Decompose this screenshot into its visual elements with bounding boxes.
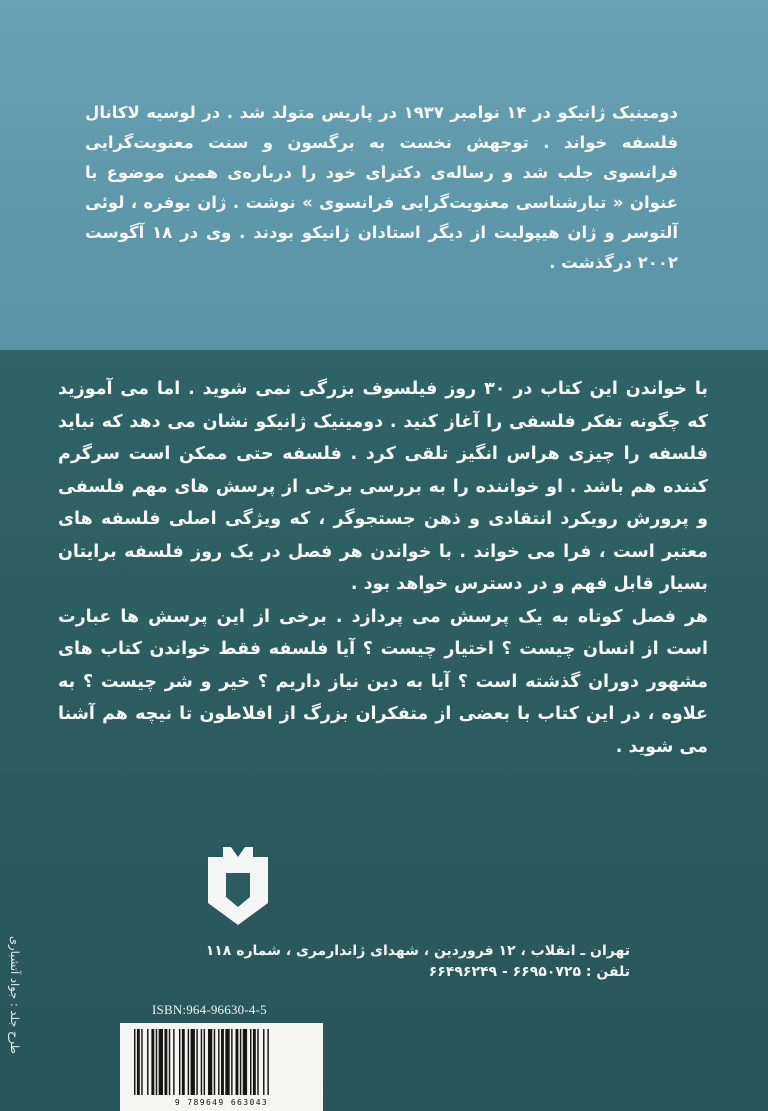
publisher-logo-icon <box>204 845 272 927</box>
barcode-bar <box>169 1029 170 1095</box>
barcode-bar <box>191 1029 195 1095</box>
barcode-bar <box>250 1029 251 1095</box>
barcode-bar <box>141 1029 142 1095</box>
author-biography <box>85 98 678 278</box>
biography-paragraph: دومینیک ژانیکو در ۱۴ نوامبر ۱۹۳۷ در پاریس متولد شد . در لوسیه لاکانال فلسفه خواند . توجهش نخست به برگسون و سنت معنویت‌گرایی فرانسوی جلب شد و رساله‌ی دکترای خود را درباره‌ی همین موضوع با عنوان « تبارشناسی معنویت‌گرایی فرانسوی » نوشت . ژان بوفره ، لوئی آلتوسر و ژان هیپولیت از دیگر استادان ژانیکو بودند . وی در ۱۸ آگوست ۲۰۰۲ درگذشت . <box>85 103 679 272</box>
barcode-bar <box>231 1029 232 1095</box>
barcode-bar <box>164 1029 167 1095</box>
description-paragraph-1: با خواندن این کتاب در ۳۰ روز فیلسوف بزرگی نمی شوید . اما می آموزید که چگونه تفکر فلسفی را آغاز کنید . دومینیک ژانیکو نشان می دهد که نباید فلسفه را چیزی هراس انگیز تلقی کرد . فلسفه حتی ممکن است سرگرم کننده هم باشد . او خواننده را به بررسی برخی از پرسش های مهم فلسفی و پرورش رویکرد انتقادی و ذهن جستجوگر ، که ویژگی اصلی فلسفه های معتبر است ، فرا می خواند . با خواندن هر فصل در یک روز فلسفه برایتان بسیار قابل فهم و در دسترس خواهد بود . <box>58 379 708 594</box>
barcode-bar <box>151 1029 154 1095</box>
publisher-info <box>206 941 630 983</box>
barcode-bar <box>188 1029 189 1095</box>
barcode-bar <box>137 1029 140 1095</box>
description-paragraph-2: هر فصل کوتاه به یک پرسش می پردازد . برخی از این پرسش ها عبارت است از انسان چیست ؟ اختیار چیست ؟ آیا فلسفه فقط خواندن کتاب های مشهور دوران گذشته است ؟ آیا به دین نیاز داریم ؟ خیر و شر چیست ؟ به علاوه ، در این کتاب با بعضی از متفکران بزرگ از افلاطون تا نیچه هم آشنا می شوید . <box>58 606 708 757</box>
barcode-bar <box>214 1029 215 1095</box>
barcode-bar <box>240 1029 241 1095</box>
barcode-bar <box>208 1029 212 1095</box>
barcode-bar <box>243 1029 247 1095</box>
isbn-label: ISBN:964-96630-4-5 <box>152 1002 267 1017</box>
publisher-address: تهران ـ انقلاب ، ۱۲ فروردین ، شهدای ژاندارمری ، شماره ۱۱۸ <box>205 943 630 959</box>
cover-design-credit <box>4 925 26 1065</box>
barcode <box>120 1023 323 1111</box>
barcode-digits: 9 789649 663043 <box>174 1098 269 1107</box>
cover-design-credit-text: طرح جلد : جواد آتشباری <box>8 936 22 1054</box>
barcode-bar <box>159 1029 163 1095</box>
book-description <box>58 373 708 763</box>
barcode-bar <box>196 1029 197 1095</box>
barcode-bar <box>204 1029 205 1095</box>
barcode-bar <box>134 1029 135 1095</box>
barcode-bar <box>236 1029 239 1095</box>
barcode-bar <box>173 1029 174 1095</box>
barcode-bar <box>253 1029 256 1095</box>
barcode-bar <box>218 1029 219 1095</box>
barcode-bar <box>267 1029 268 1095</box>
barcode-bar <box>182 1029 185 1095</box>
barcode-bar <box>225 1029 229 1095</box>
barcode-bar <box>263 1029 264 1095</box>
barcode-bar <box>179 1029 180 1095</box>
barcode-bar <box>257 1029 258 1095</box>
barcode-bar <box>147 1029 148 1095</box>
barcode-bar <box>221 1029 224 1095</box>
barcode-bar <box>201 1029 202 1095</box>
barcode-bar <box>156 1029 157 1095</box>
publisher-phone: تلفن : ۶۶۹۵۰۷۲۵ - ۶۶۴۹۶۲۴۹ <box>428 964 630 980</box>
